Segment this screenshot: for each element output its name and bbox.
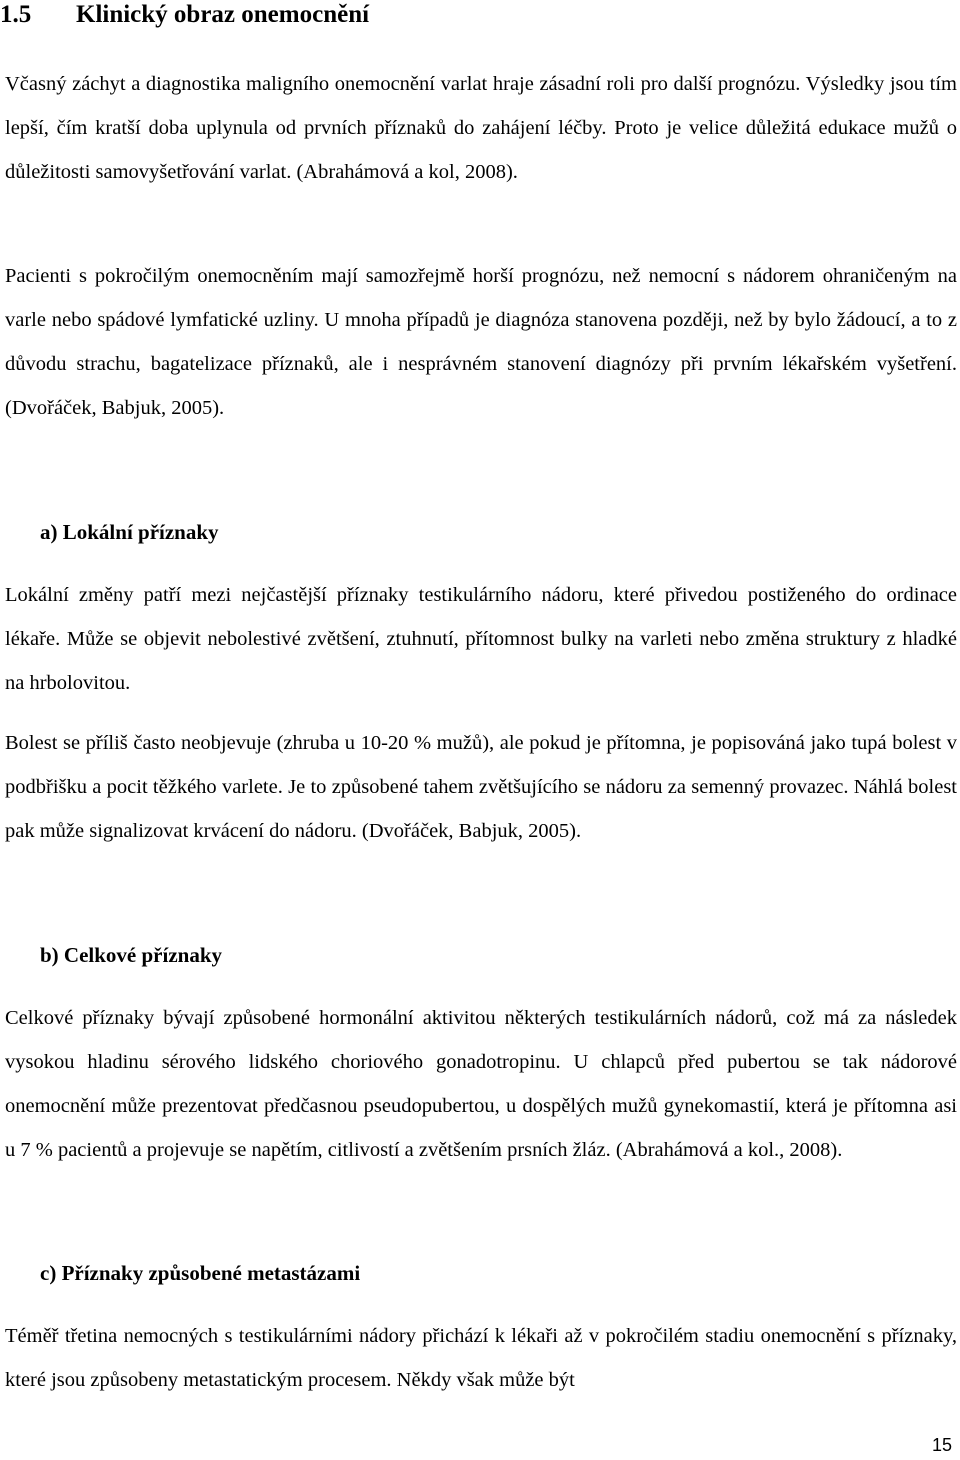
section-number: 1.5: [0, 1, 32, 28]
subheading-general-symptoms: b) Celkové příznaky: [40, 943, 223, 967]
paragraph-local-changes: Lokální změny patří mezi nejčastější příznaky testikulárního nádoru, které přivedou postiženého do ordinace lékaře. Může se objevit nebolestivé zvětšení, ztuhnutí, přítomnost bulky na varleti nebo změna struktury z hladké na hrbolovitou.: [5, 584, 957, 694]
section-title: Klinický obraz onemocnění: [76, 1, 370, 28]
section-heading: [0, 0, 369, 30]
subheading-local-symptoms: a) Lokální příznaky: [40, 520, 219, 544]
paragraph-local-pain: Bolest se příliš často neobjevuje (zhruba u 10-20 % mužů), ale pokud je přítomna, je popisováná jako tupá bolest v podbřišku a pocit těžkého varlete. Je to způsobené tahem zvětšujícího se nádoru za semenný provazec. Náhlá bolest pak může signalizovat krvácení do nádoru. (Dvořáček, Babjuk, 2005).: [5, 732, 957, 842]
paragraph-metastases: Téměř třetina nemocných s testikulárními nádory přichází k lékaři až v pokročilém stadiu onemocnění s příznaky, které jsou způsobeny metastatickým procesem. Někdy však může být: [5, 1325, 957, 1391]
subheading-metastases: c) Příznaky způsobené metastázami: [40, 1261, 361, 1285]
page-number: 15: [931, 1435, 952, 1455]
paragraph-advanced-disease: Pacienti s pokročilým onemocněním mají samozřejmě horší prognózu, než nemocní s nádorem ohraničeným na varle nebo spádové lymfatické uzliny. U mnoha případů je diagnóza stanovena později, než by bylo žádoucí, a to z důvodu strachu, bagatelizace příznaků, ale i nesprávném stanovení diagnózy při prvním lékařském vyšetření. (Dvořáček, Babjuk, 2005).: [5, 265, 957, 419]
paragraph-intro: Včasný záchyt a diagnostika maligního onemocnění varlat hraje zásadní roli pro další prognózu. Výsledky jsou tím lepší, čím kratší doba uplynula od prvních příznaků do zahájení léčby. Proto je velice důležitá edukace mužů o důležitosti samovyšetřování varlat. (Abrahámová a kol, 2008).: [5, 73, 957, 183]
paragraph-general-symptoms: Celkové příznaky bývají způsobené hormonální aktivitou některých testikulárních nádorů, což má za následek vysokou hladinu sérového lidského choriového gonadotropinu. U chlapců před pubertou se tak nádorové onemocnění může prezentovat předčasnou pseudopubertou, u dospělých mužů gynekomastií, která je přítomna asi u 7 % pacientů a projevuje se napětím, citlivostí a zvětšením prsních žláz. (Abrahámová a kol., 2008).: [5, 1007, 957, 1161]
